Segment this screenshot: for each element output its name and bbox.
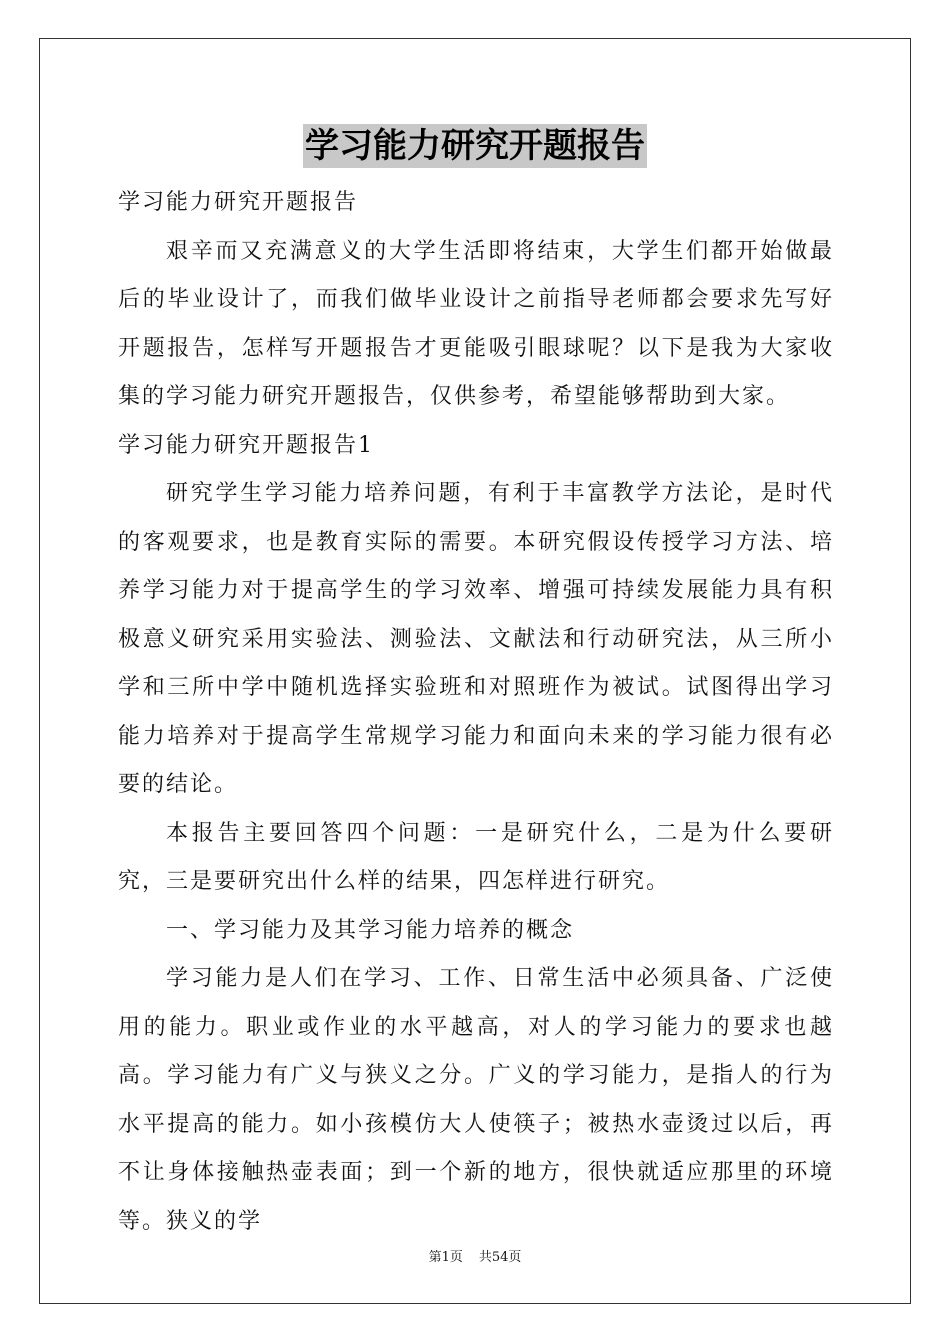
paragraph: 研究学生学习能力培养问题，有利于丰富教学方法论，是时代的客观要求，也是教育实际的需要。本研究假设传授学习方法、培养学习能力对于提高学生的学习效率、增强可持续发展能力具有积极意义研究采用实验法、测验法、文献法和行动研究法，从三所小学和三所中学中随机选择实验班和对照班作为被试。试图得出学习能力培养对于提高学生常规学习能力和面向未来的学习能力很有必要的结论。 bbox=[118, 481, 834, 797]
page-total: 共54页 bbox=[478, 1250, 522, 1265]
document-title: 学习能力研究开题报告 bbox=[305, 126, 645, 166]
paragraph: 艰辛而又充满意义的大学生活即将结束，大学生们都开始做最后的毕业设计了，而我们做毕业设计之前指导老师都会要求先写好开题报告，怎样写开题报告才更能吸引眼球呢？以下是我为大家收集的学习能力研究开题报告，仅供参考，希望能够帮助到大家。 bbox=[118, 238, 834, 409]
paragraph: 学习能力研究开题报告1 bbox=[118, 432, 374, 458]
document-body bbox=[118, 179, 834, 1246]
document-title-heading bbox=[0, 124, 950, 168]
page-number: 第1页 bbox=[428, 1250, 463, 1265]
paragraph: 本报告主要回答四个问题：一是研究什么，二是为什么要研究，三是要研究出什么样的结果，四怎样进行研究。 bbox=[118, 820, 834, 894]
paragraph: 一、学习能力及其学习能力培养的概念 bbox=[166, 917, 575, 943]
page-footer bbox=[0, 1246, 950, 1265]
paragraph: 学习能力是人们在学习、工作、日常生活中必须具备、广泛使用的能力。职业或作业的水平越高，对人的学习能力的要求也越高。学习能力有广义与狭义之分。广义的学习能力，是指人的行为水平提高的能力。如小孩模仿大人使筷子；被热水壶烫过以后，再不让身体接触热壶表面；到一个新的地方，很快就适应那里的环境等。狭义的学 bbox=[118, 966, 834, 1234]
paragraph: 学习能力研究开题报告 bbox=[118, 190, 359, 215]
